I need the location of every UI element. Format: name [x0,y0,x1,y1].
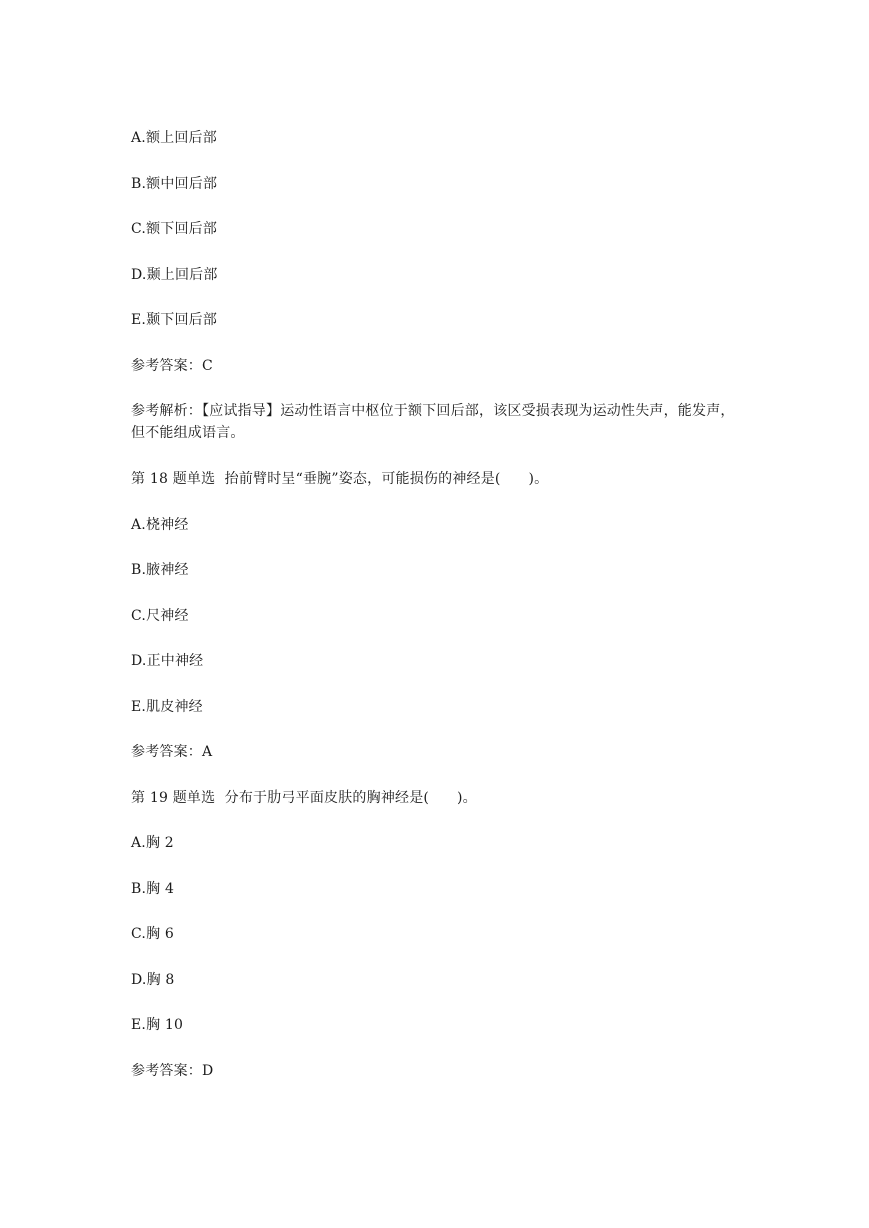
analysis: 参考解析：【应试指导】运动性语言中枢位于额下回后部，该区受损表现为运动性失声，能发声，但不能组成语言。 [131,403,735,441]
option-c: C.尺神经 [131,608,189,624]
option-b: B.额中回后部 [131,176,218,192]
answer: 参考答案：D [131,1063,214,1079]
option-d: D.正中神经 [131,653,204,669]
option-c: C.额下回后部 [131,221,218,237]
option-b: B.腋神经 [131,562,189,578]
option-a: A.胸 2 [131,835,174,851]
option-a: A.桡神经 [131,517,189,533]
question-18: 第 18 题单选 抬前臂时呈“垂腕”姿态，可能损伤的神经是( )。 [131,471,549,487]
option-a: A.额上回后部 [131,130,217,146]
option-d: D.胸 8 [131,972,175,988]
question-19: 第 19 题单选 分布于肋弓平面皮肤的胸神经是( )。 [131,790,477,806]
option-e: E.肌皮神经 [131,699,203,715]
option-c: C.胸 6 [131,926,175,942]
option-b: B.胸 4 [131,881,175,897]
option-e: E.颞下回后部 [131,312,218,328]
answer: 参考答案：A [131,744,213,760]
answer: 参考答案：C [131,358,213,374]
option-e: E.胸 10 [131,1017,184,1033]
option-d: D.颞上回后部 [131,267,218,283]
